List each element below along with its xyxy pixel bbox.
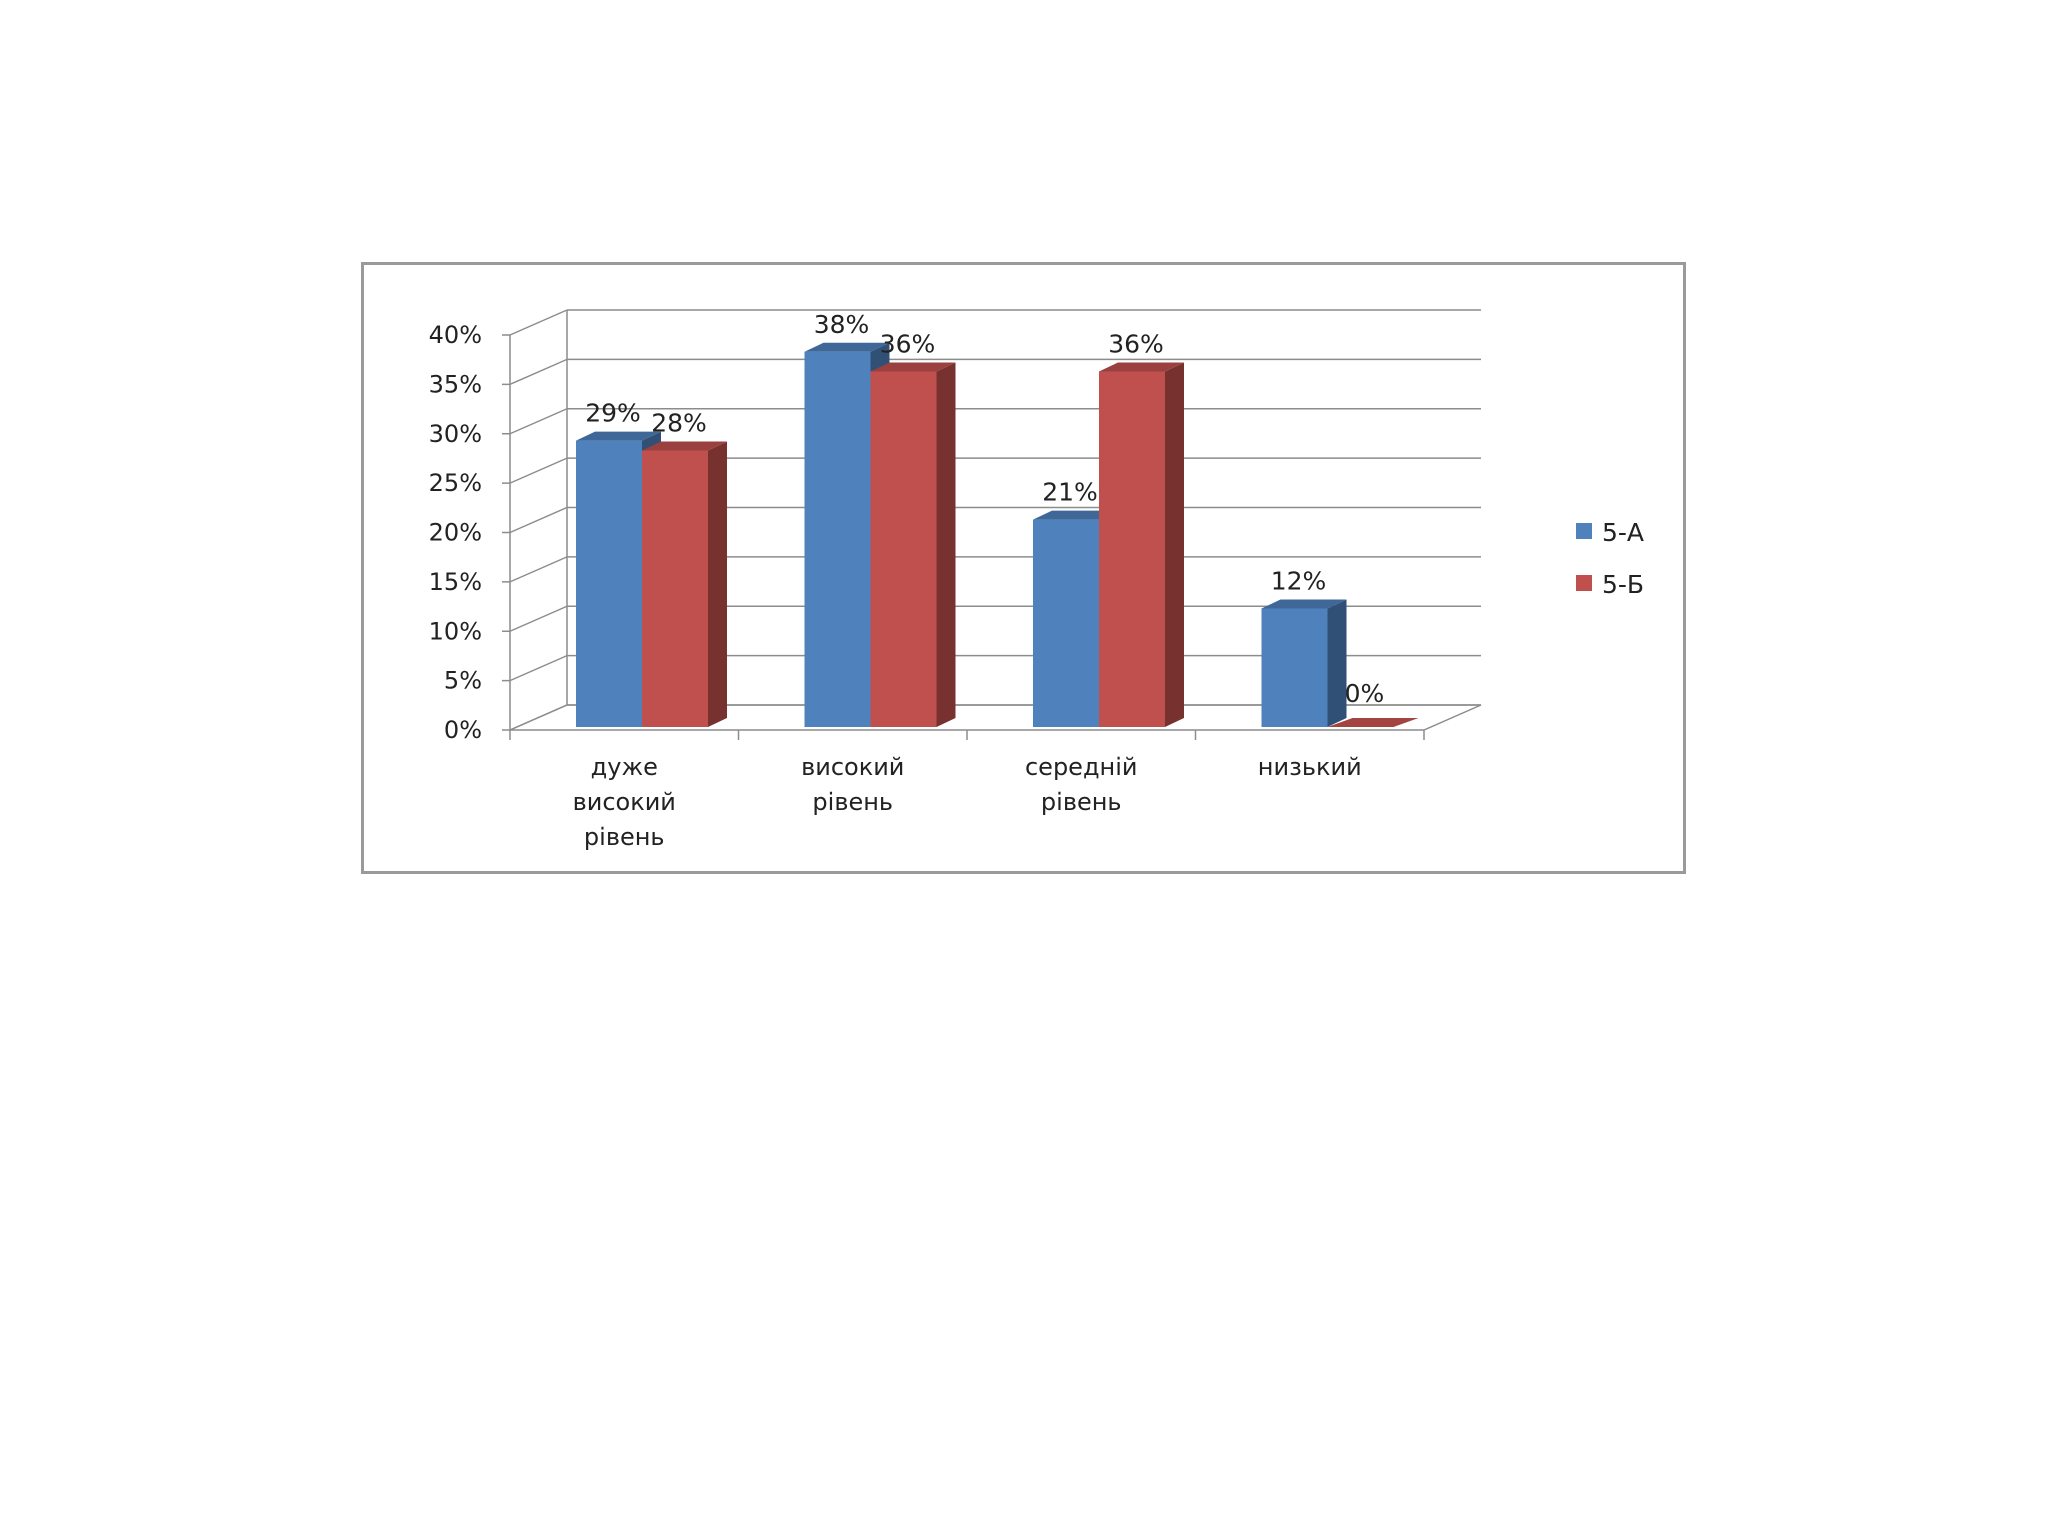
data-label: 36% [879, 329, 936, 359]
bar-side [708, 442, 727, 728]
x-category-label: високий [572, 788, 676, 816]
gridline-side [510, 359, 567, 384]
x-category-label: рівень [583, 823, 665, 851]
gridline-side [510, 508, 567, 533]
bar-side [1165, 363, 1184, 728]
legend-swatch [1576, 575, 1592, 591]
y-tick-label: 30% [428, 419, 482, 448]
bar-front [642, 451, 708, 728]
y-tick-label: 15% [428, 567, 482, 596]
data-label: 28% [651, 408, 707, 438]
y-tick-label: 25% [428, 469, 482, 498]
x-category-label: низький [1257, 753, 1362, 781]
bar-front [805, 352, 871, 727]
gridline-side [510, 458, 567, 483]
x-category-label: дуже [590, 753, 658, 781]
bar-side [1328, 600, 1347, 728]
data-label: 0% [1344, 679, 1385, 708]
adaptation-bar-chart [364, 265, 1683, 871]
x-category-label: рівень [1040, 788, 1122, 816]
data-label: 12% [1270, 566, 1327, 596]
bar-side [937, 363, 956, 728]
y-tick-label: 0% [443, 716, 482, 744]
y-tick-label: 5% [443, 666, 482, 695]
legend-swatch [1576, 523, 1592, 539]
legend-label: 5-А [1602, 518, 1645, 547]
legend-label: 5-Б [1602, 570, 1645, 599]
data-label: 38% [813, 309, 870, 339]
x-category-label: рівень [812, 788, 894, 816]
gridline-side [510, 310, 567, 335]
gridline-side [510, 409, 567, 434]
x-category-label: високий [801, 753, 905, 781]
data-label: 36% [1108, 329, 1164, 359]
bar-front [1033, 520, 1099, 727]
x-category-label: середній [1024, 753, 1138, 781]
gridline-side [510, 606, 567, 631]
bar-front [576, 441, 642, 727]
y-tick-label: 20% [428, 518, 482, 547]
data-label: 21% [1042, 477, 1098, 507]
gridline-side [510, 557, 567, 582]
data-label: 29% [585, 398, 641, 428]
bar-front [871, 372, 937, 728]
y-tick-label: 40% [428, 321, 482, 349]
chart-frame [361, 262, 1686, 874]
y-tick-label: 35% [428, 370, 482, 399]
y-tick-label: 10% [428, 617, 482, 646]
bar-front [1262, 609, 1328, 728]
gridline-side [510, 656, 567, 681]
bar-front [1099, 372, 1165, 728]
